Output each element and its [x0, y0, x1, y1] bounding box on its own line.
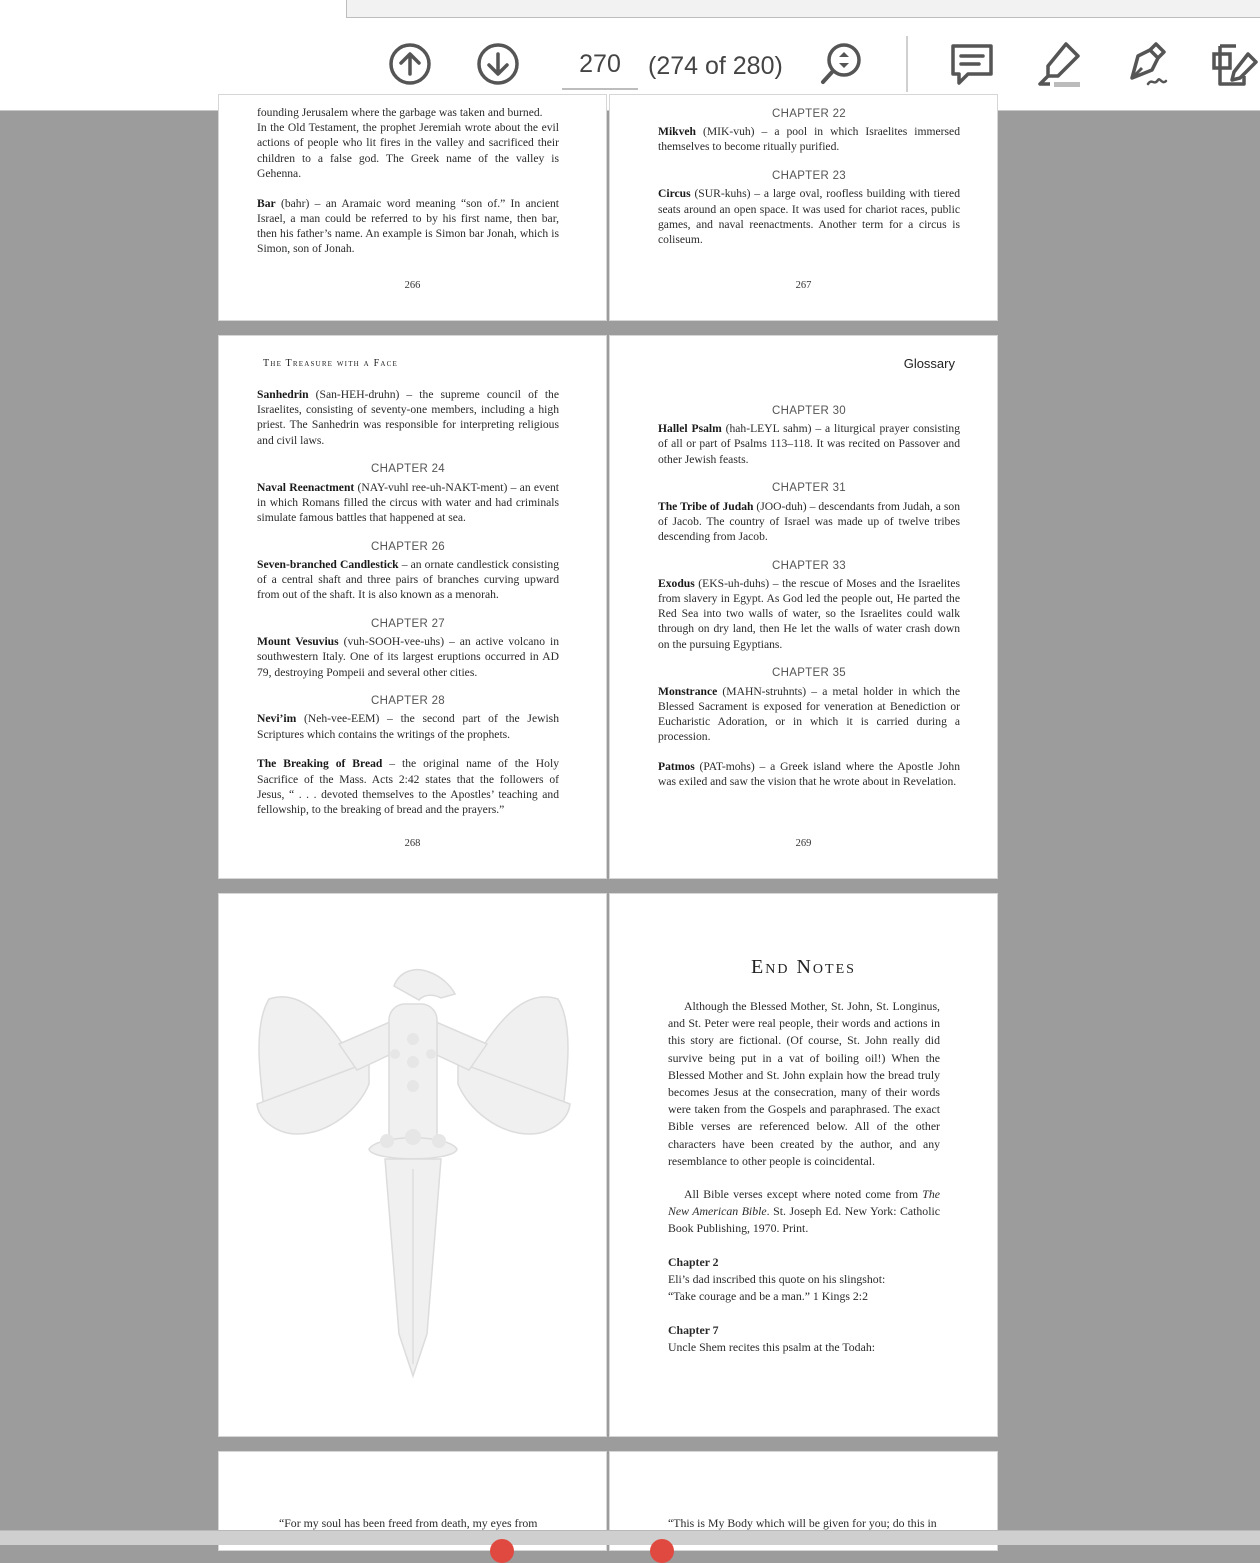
- pdf-page-269: [609, 335, 998, 879]
- glossary-term: Bar: [257, 196, 276, 210]
- page-266-text: [257, 105, 559, 271]
- export-button[interactable]: [1210, 40, 1258, 88]
- page-text-line: “For my soul has been freed from death, my eyes from: [279, 1516, 538, 1530]
- chapter-note-line: “Take courage and be a man.” 1 Kings 2:2: [668, 1289, 868, 1304]
- sign-button[interactable]: [1124, 40, 1172, 88]
- glossary-fragment: founding Jerusalem where the garbage was taken and burned.: [257, 106, 543, 119]
- glossary-definition: – the original name of the Holy Sacrifice of the Mass. Acts 2:42 states that the followers of Jesus, “ . . . devoted themselves to the Apostles’ teaching and fellowship, to the breaking of bread and the prayers.”: [257, 757, 559, 816]
- glossary-entry-bar: [257, 196, 559, 257]
- chapter-note-heading: Chapter 2: [668, 1254, 719, 1269]
- glossary-term: Mikveh: [658, 125, 697, 139]
- chapter-heading: CHAPTER 33: [772, 559, 846, 572]
- glossary-entry-naval-reenactment: [257, 480, 559, 526]
- end-notes-text: [668, 998, 940, 1357]
- page-text-line: “This is My Body which will be given for you; do this in: [668, 1516, 937, 1530]
- glossary-term: The Breaking of Bread: [257, 757, 383, 771]
- glossary-term: Monstrance: [658, 684, 718, 698]
- end-notes-title: End Notes: [751, 956, 856, 978]
- chapter-heading: CHAPTER 24: [371, 463, 445, 476]
- pdf-page-267: [609, 94, 998, 321]
- chapter-note-line: Eli’s dad inscribed this quote on his slingshot:: [668, 1271, 886, 1286]
- glossary-term: Nevi’im: [257, 712, 297, 726]
- glossary-term: Circus: [658, 187, 691, 201]
- chapter-heading: CHAPTER 26: [371, 540, 445, 553]
- glossary-entry-breaking-of-bread: [257, 756, 559, 817]
- export-pdf-icon: [1210, 40, 1258, 88]
- chapter-heading: CHAPTER 35: [772, 667, 846, 680]
- eagle-dagger-illustration: [219, 894, 607, 1437]
- signature-pen-icon: [1124, 40, 1172, 88]
- glossary-entry-vesuvius: [257, 634, 559, 680]
- glossary-definition: (Neh-vee-EEM) – the second part of the Jewish Scriptures which contains the writings of the prophets.: [257, 712, 559, 741]
- citation-title: The New American Bible: [668, 1187, 940, 1219]
- chapter-heading: CHAPTER 28: [371, 695, 445, 708]
- arrow-up-circle-icon: [386, 40, 434, 88]
- chapter-heading: CHAPTER 23: [772, 170, 846, 183]
- page-number: 269: [795, 838, 812, 849]
- page-269-text: [658, 404, 960, 804]
- glossary-entry-candlestick: [257, 557, 559, 603]
- chapter-note-line: Uncle Shem recites this psalm at the Todah:: [668, 1340, 875, 1355]
- glossary-entry-monstrance: [658, 684, 960, 745]
- glossary-entry-circus: [658, 186, 960, 247]
- highlight-button[interactable]: [1036, 40, 1084, 88]
- glossary-term: Mount Vesuvius: [257, 635, 339, 649]
- chapter-heading: CHAPTER 22: [772, 108, 846, 120]
- comment-icon: [948, 40, 996, 88]
- glossary-term: Patmos: [658, 759, 695, 773]
- running-header: The Treasure with a Face: [263, 358, 398, 369]
- glossary-entry-patmos: [658, 759, 960, 789]
- glossary-term: Hallel Psalm: [658, 422, 722, 436]
- pdf-page-266: [218, 94, 607, 321]
- tab-strip: [346, 0, 1260, 18]
- page-number: 267: [795, 280, 812, 291]
- highlighter-icon: [1036, 40, 1084, 88]
- citation-text: All Bible verses except where noted come from: [684, 1187, 923, 1202]
- glossary-definition: (PAT-mohs) – a Greek island where the Apostle John was exiled and saw the vision that he wrote about in Revelation.: [658, 759, 960, 789]
- glossary-term: Naval Reenactment: [257, 480, 355, 494]
- page-number: 266: [404, 280, 421, 291]
- pdf-page-268: [218, 335, 607, 879]
- glossary-term: Seven-branched Candlestick: [257, 557, 399, 571]
- chapter-heading: CHAPTER 31: [772, 482, 846, 495]
- arrow-down-circle-icon: [474, 40, 522, 88]
- glossary-entry-hallel-psalm: [658, 421, 960, 467]
- end-notes-paragraph: [668, 1186, 940, 1238]
- running-header: Glossary: [903, 356, 955, 371]
- notification-dot: [490, 1539, 514, 1563]
- end-notes-paragraph: Although the Blessed Mother, St. John, St. Longinus, and St. Peter were real people, their words and actions in this story are fictional. (Of course, St. John really did survive being put in a vat of boiling oil!) When the Blessed Mother and St. John explain how the bread truly becomes Jesus at the consecration, many of their words were taken from the Gospels and paraphrased. The exact Bible verses are referenced below. All of the other characters have been created by the author, and any resemblance to other people is coincidental.: [668, 999, 940, 1168]
- toolbar-divider: [906, 36, 908, 92]
- zoom-fit-button[interactable]: [818, 40, 866, 88]
- glossary-entry-exodus: [658, 576, 960, 652]
- pdf-page-271: [609, 893, 998, 1437]
- citation-text: . St. Joseph Ed. New York: Catholic Book Publishing, 1970. Print.: [668, 1204, 940, 1236]
- chapter-heading: CHAPTER 30: [772, 405, 846, 417]
- glossary-text: In the Old Testament, the prophet Jeremiah wrote about the evil actions of people who lit fires in the valley and sacrificed their children to a false god. The Greek name of the valley is Gehenna.: [257, 121, 559, 180]
- glossary-definition: (hah-LEYL sahm) – a liturgical prayer consisting of all or part of Psalms 113–118. It was recited on Passover and other Jewish feasts.: [658, 422, 961, 466]
- bottom-status-strip: [0, 1530, 1260, 1545]
- glossary-term: Exodus: [658, 576, 695, 590]
- zoom-fit-icon: [818, 40, 866, 88]
- glossary-definition: (NAY-vuhl ree-uh-NAKT-ment) – an event in which Romans filled the circus with water and had criminals simulate famous battles that happened at sea.: [257, 480, 559, 524]
- glossary-definition: (MIK-vuh) – a pool in which Israelites immersed themselves to become ritually purified.: [658, 125, 960, 154]
- comment-button[interactable]: [948, 40, 996, 88]
- page-count-label: (274 of 280): [648, 52, 783, 80]
- glossary-definition: (SUR-kuhs) – a large oval, roofless building with tiered seats around an open space. It was used for chariot races, public games, and naval reenactments. Another term for a circus is coliseum.: [658, 187, 960, 246]
- glossary-definition: (MAHN-struhnts) – a metal holder in which the Blessed Sacrament is exposed for veneration at Benediction or Eucharistic Adoration, or in which it is carried during a procession.: [658, 684, 960, 744]
- page-267-text: [658, 107, 960, 262]
- glossary-definition: (EKS-uh-duhs) – the rescue of Moses and the Israelites from slavery in Egypt. As God led the people out, He parted the Red Sea into two walls of water, so the Israelites could walk through on dry land, then He let the walls of water crash down on the pursuing Egyptians.: [658, 576, 960, 651]
- page-number-input[interactable]: [562, 40, 638, 90]
- next-page-button[interactable]: [474, 40, 522, 88]
- page-268-text: [257, 387, 559, 832]
- glossary-entry-neviim: [257, 711, 559, 741]
- window-top-strip: [0, 0, 1260, 18]
- glossary-entry-tribe-of-judah: [658, 499, 960, 545]
- pdf-page-270: [218, 893, 607, 1437]
- glossary-definition: – an ornate candlestick consisting of a central shaft and three pairs of branches curving upward from out of the shaft. It is also known as a menorah.: [257, 557, 560, 602]
- glossary-term: The Tribe of Judah: [658, 499, 754, 513]
- glossary-definition: (vuh-SOOH-vee-uhs) – an active volcano in southwestern Italy. One of its largest eruptions occurred in AD 79, destroying Pompeii and several other cities.: [257, 635, 559, 679]
- chapter-note-heading: Chapter 7: [668, 1323, 719, 1338]
- glossary-definition: (San-HEH-druhn) – the supreme council of the Israelites, consisting of seventy-one members, including a high priest. The Sanhedrin was responsible for interpreting religious and civil laws.: [257, 388, 559, 447]
- page-number: 268: [404, 838, 421, 849]
- previous-page-button[interactable]: [386, 40, 434, 88]
- glossary-entry-sanhedrin: [257, 387, 559, 448]
- chapter-heading: CHAPTER 27: [371, 617, 445, 630]
- glossary-definition: (bahr) – an Aramaic word meaning “son of.” In ancient Israel, a man could be referred to by his first name, then bar, then his father’s name. An example is Simon bar Jonah, which is Simon, son of Jonah.: [257, 196, 559, 256]
- notification-dot: [650, 1539, 674, 1563]
- glossary-term: Sanhedrin: [257, 388, 309, 401]
- glossary-entry-mikveh: [658, 124, 960, 154]
- glossary-definition: (JOO-duh) – descendants from Judah, a son of Jacob. The country of Israel was made up of twelve tribes descending from Jacob.: [658, 499, 960, 543]
